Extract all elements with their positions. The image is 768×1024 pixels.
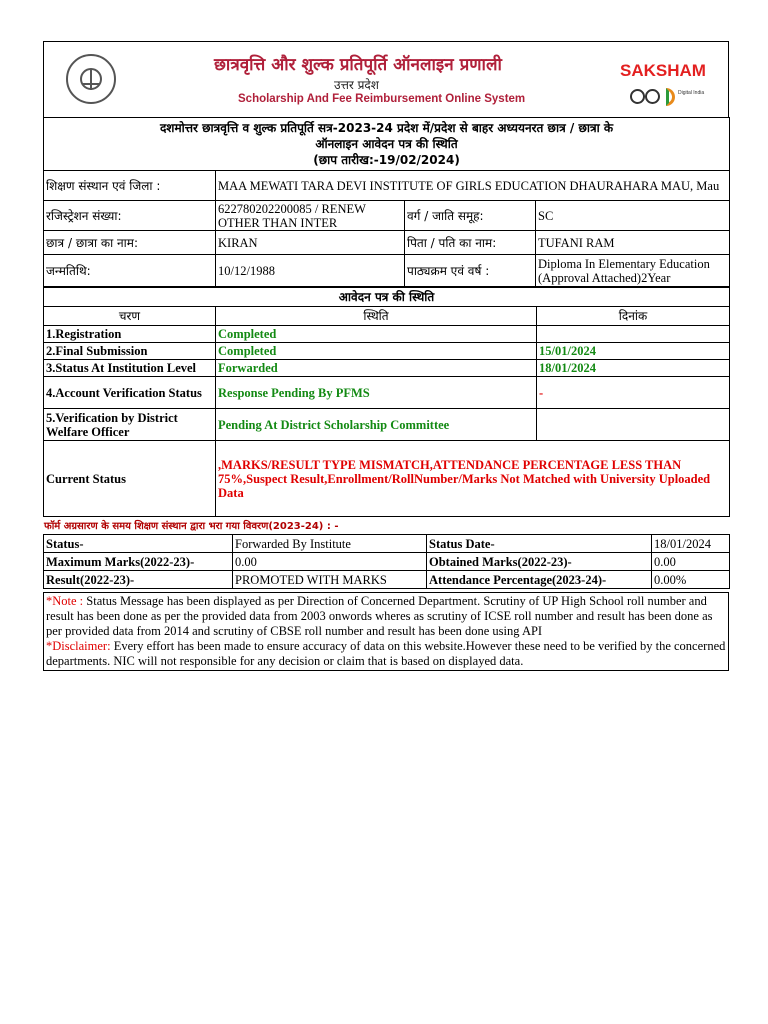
table-row bbox=[44, 343, 730, 360]
obtained-marks-value: 0.00 bbox=[652, 553, 730, 571]
form-title: दशमोत्तर छात्रवृत्ति व शुल्क प्रतिपूर्ति सत्र-2023-24 प्रदेश में/प्रदेश से बाहर अध्ययनरत छात्र / छात्रा के ऑनलाइन आवेदन पत्र की स्थिति (छाप तारीख:-19/02/2024) bbox=[44, 118, 730, 171]
up-emblem-icon bbox=[66, 54, 116, 104]
status-date-value: 18/01/2024 bbox=[652, 535, 730, 553]
disclaimer-text: Every effort has been made to ensure accuracy of data on this website.However these need to be verified by the concerned departments. NIC will not responsible for any decision or claim that is based on displayed data. bbox=[46, 639, 726, 668]
disclaimer-paragraph bbox=[46, 639, 726, 669]
course-label: पाठ्यक्रम एवं वर्ष : bbox=[405, 255, 536, 287]
saksham-logo: SAKSHAM bbox=[620, 61, 706, 80]
father-name-value: TUFANI RAM bbox=[536, 231, 730, 255]
institution-value: MAA MEWATI TARA DEVI INSTITUTE OF GIRLS EDUCATION DHAURAHARA MAU, Mau bbox=[216, 171, 730, 201]
digital-india-logo: Digital India bbox=[664, 86, 710, 108]
table-row bbox=[44, 377, 730, 409]
status-document bbox=[43, 41, 729, 671]
stage-date bbox=[537, 326, 730, 343]
stage-status: Forwarded bbox=[216, 360, 537, 377]
application-status-heading: आवेदन पत्र की स्थिति bbox=[44, 288, 730, 307]
stage-date bbox=[537, 409, 730, 441]
note-text: Status Message has been displayed as per Direction of Concerned Department. Scrutiny of UP High School roll number and result has been done as per the provided data from 2003 onwords wheres as scrutiny of ICSE roll number and result has been done as per provided data from 2014 and scrutiny of CBSE roll number and result has been done using API bbox=[46, 594, 713, 638]
notes-box bbox=[43, 592, 729, 671]
stage-label: 1.Registration bbox=[44, 326, 216, 343]
status-label: Status- bbox=[44, 535, 233, 553]
status-value: Forwarded By Institute bbox=[233, 535, 427, 553]
attendance-value: 0.00% bbox=[652, 571, 730, 589]
stage-status: Response Pending By PFMS bbox=[216, 377, 537, 409]
table-row bbox=[44, 409, 730, 441]
stage-label: 5.Verification by District Welfare Officer bbox=[44, 409, 216, 441]
obtained-marks-label: Obtained Marks(2022-23)- bbox=[427, 553, 652, 571]
table-row bbox=[44, 360, 730, 377]
disclaimer-label: *Disclaimer: bbox=[46, 639, 111, 653]
column-stage: चरण bbox=[44, 307, 216, 326]
status-date-label: Status Date- bbox=[427, 535, 652, 553]
institution-label: शिक्षण संस्थान एवं जिला : bbox=[44, 171, 216, 201]
student-details-table bbox=[43, 117, 730, 287]
page-header bbox=[43, 41, 729, 117]
current-status-label: Current Status bbox=[44, 441, 216, 517]
father-name-label: पिता / पति का नाम: bbox=[405, 231, 536, 255]
institute-details-table bbox=[43, 534, 730, 589]
current-status-value: ,MARKS/RESULT TYPE MISMATCH,ATTENDANCE PERCENTAGE LESS THAN 75%,Suspect Result,Enrollment/RollNumber/Marks Not Matched with University Uploaded Data bbox=[216, 441, 730, 517]
stage-date: 18/01/2024 bbox=[537, 360, 730, 377]
table-row bbox=[44, 326, 730, 343]
max-marks-label: Maximum Marks(2022-23)- bbox=[44, 553, 233, 571]
stage-date: 15/01/2024 bbox=[537, 343, 730, 360]
max-marks-value: 0.00 bbox=[233, 553, 427, 571]
course-value: Diploma In Elementary Education (Approval Attached)2Year bbox=[536, 255, 730, 287]
category-label: वर्ग / जाति समूह: bbox=[405, 201, 536, 231]
registration-value: 622780202200085 / RENEW OTHER THAN INTER bbox=[216, 201, 405, 231]
result-value: PROMOTED WITH MARKS bbox=[233, 571, 427, 589]
registration-label: रजिस्ट्रेशन संख्या: bbox=[44, 201, 216, 231]
category-value: SC bbox=[536, 201, 730, 231]
stage-label: 4.Account Verification Status bbox=[44, 377, 216, 409]
stage-status: Completed bbox=[216, 343, 537, 360]
stage-status: Completed bbox=[216, 326, 537, 343]
stage-label: 2.Final Submission bbox=[44, 343, 216, 360]
attendance-label: Attendance Percentage(2023-24)- bbox=[427, 571, 652, 589]
note-label: *Note : bbox=[46, 594, 84, 608]
institute-details-heading: फॉर्म अग्रसारण के समय शिक्षण संस्थान द्वारा भरा गया विवरण(2023-24) : - bbox=[44, 521, 339, 532]
stage-label: 3.Status At Institution Level bbox=[44, 360, 216, 377]
dob-value: 10/12/1988 bbox=[216, 255, 405, 287]
application-status-table bbox=[43, 287, 730, 517]
stage-date: - bbox=[537, 377, 730, 409]
swachh-bharat-glasses-icon bbox=[630, 85, 660, 107]
student-name-label: छात्र / छात्रा का नाम: bbox=[44, 231, 216, 255]
header-title-hindi: छात्रवृत्ति और शुल्क प्रतिपूर्ति ऑनलाइन प्रणाली bbox=[214, 55, 502, 75]
dob-label: जन्मतिथि: bbox=[44, 255, 216, 287]
header-title-english: Scholarship And Fee Reimbursement Online System bbox=[238, 93, 526, 105]
header-state: उत्तर प्रदेश bbox=[334, 78, 379, 92]
stage-status: Pending At District Scholarship Committee bbox=[216, 409, 537, 441]
note-paragraph bbox=[46, 594, 726, 639]
result-label: Result(2022-23)- bbox=[44, 571, 233, 589]
column-status: स्थिति bbox=[216, 307, 537, 326]
student-name-value: KIRAN bbox=[216, 231, 405, 255]
column-date: दिनांक bbox=[537, 307, 730, 326]
